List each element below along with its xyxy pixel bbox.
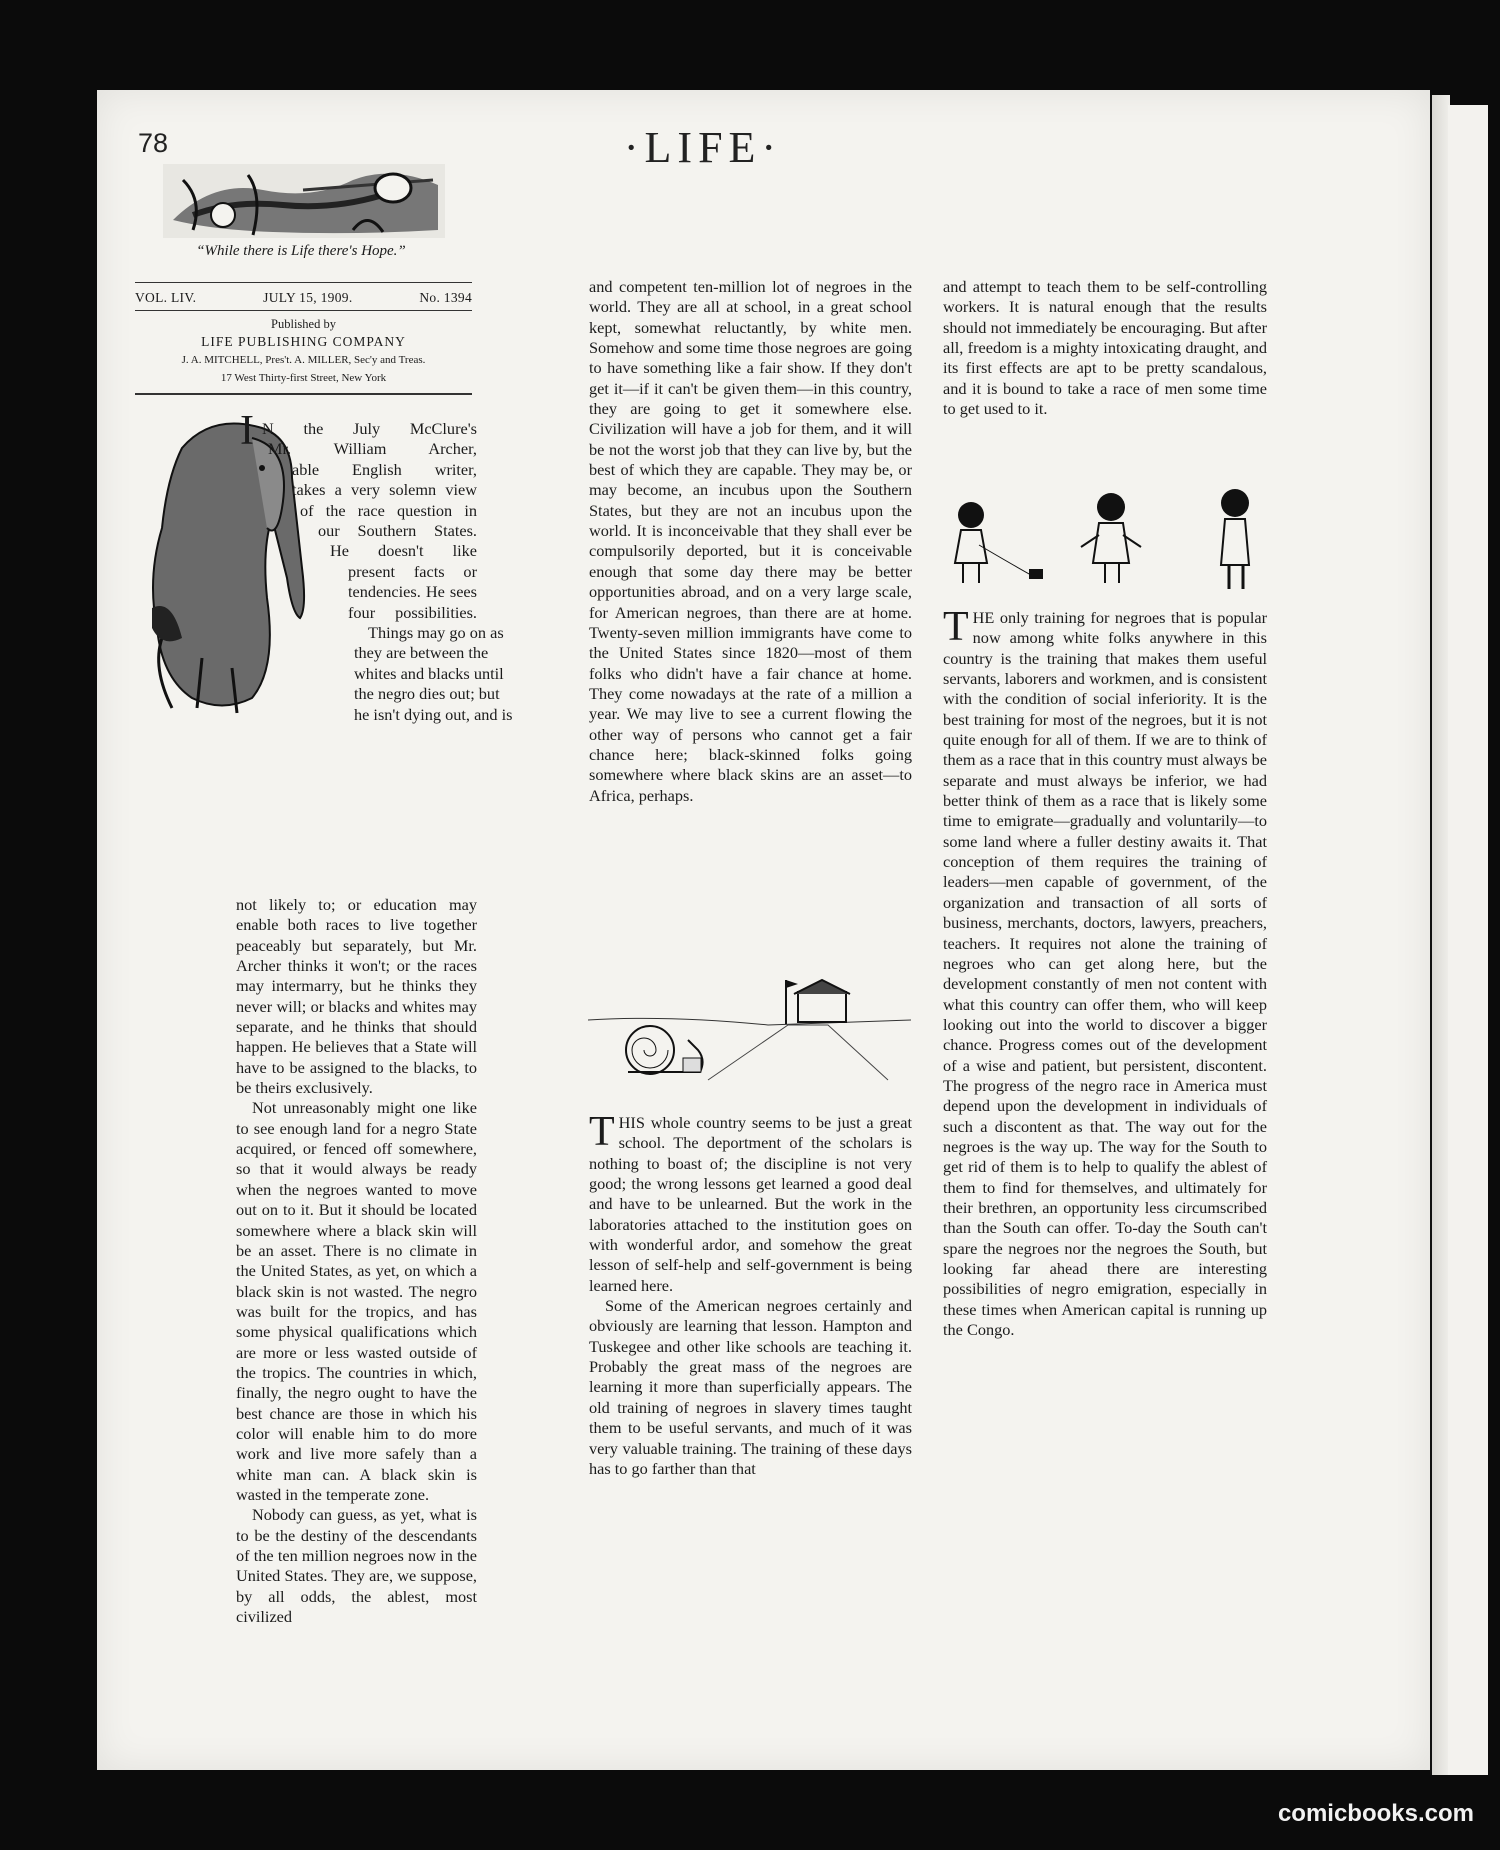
col1-float-line: four possibilities.	[348, 602, 477, 622]
column-3-bottom	[943, 604, 1267, 1340]
rule-top	[135, 282, 472, 283]
life-logo-illustration	[153, 160, 450, 242]
issue-line	[135, 290, 472, 306]
drop-cap-i: I	[240, 408, 254, 454]
col1-para-1-rest: not likely to; or education may enable both races to live together peaceably but separately, but Mr. Archer thinks it won't; or the races may intermarry, but he thinks they never will; or blacks and whites may separate, and he thinks that should happen. He believes that a State will have to be assigned to the blacks, to be theirs exclusively.	[236, 895, 477, 1098]
col3-para-1: and attempt to teach them to be self-controlling workers. It is natural enough that the results should not immediately be encouraging. But after all, freedom is a mighty intoxicating draught, and its first effects are apt to be pretty scandalous, and it is bound to take a race of men some time to get used to it.	[943, 277, 1267, 419]
col1-float-line: of the race question in	[300, 500, 477, 520]
col1-float-line: able English writer,	[292, 459, 477, 479]
issue-volume: VOL. LIV.	[135, 290, 197, 305]
col2-para-3: Some of the American negroes certainly and obviously are learning that lesson. Hampton and Tuskegee and other like schools are teaching it. Probably the great mass of the negroes are learning it more than superficially appears. The old training of negroes in slavery times taught them to be useful servants, and much of it was very valuable training. The training of these days has to go farther than that	[589, 1296, 912, 1478]
child-figure-2	[1081, 493, 1141, 583]
col1-float-line: our Southern States.	[318, 521, 477, 540]
snail-schoolhouse-illustration	[588, 980, 911, 1092]
col1-float-line: Mr. William Archer,	[268, 439, 477, 459]
publisher-address: 17 West Thirty-first Street, New York	[220, 372, 387, 384]
publisher-name: LIFE PUBLISHING COMPANY	[201, 334, 406, 349]
issue-date: JULY 15, 1909.	[263, 290, 353, 305]
col1-float-line: tendencies. He sees	[348, 582, 477, 602]
column-3-top	[943, 277, 1267, 419]
column-2-top	[589, 277, 912, 806]
col1-float-line: present facts or	[348, 561, 477, 581]
page-gutter	[1430, 95, 1450, 1775]
col1-float-line: he isn't dying out, and is	[354, 704, 513, 724]
publisher-officers: J. A. MITCHELL, Pres't. A. MILLER, Sec'y and Treas.	[181, 354, 426, 366]
col1-float-line: N the July McClure's	[262, 419, 477, 438]
col1-para-3: Nobody can guess, as yet, what is to be the destiny of the descendants of the ten million negroes now in the United States. They are, we suppose, by all odds, the ablest, most civilized	[236, 1505, 477, 1627]
children-illustration	[943, 485, 1267, 605]
child-figure-1	[955, 502, 1043, 583]
publisher-by: Published by	[271, 317, 336, 331]
col2-para-1: and competent ten-million lot of negroes in the world. They are all at school, in a great school kept, somewhat reluctantly, by white men. Somehow and some time those negroes are going to have something like a fair show. If they don't get it—if it can't be given them—in this country, they are going to get it somewhere else. Civilization will have a job for them, and it will be not the worst job that they can live by, but the best of which they are capable. They may be, or may become, an incubus upon the Southern States, but they are not an incubus upon the world. It is inconceivable that they shall ever be compulsorily deported, but it is conceivable enough that some day there may be better opportunities abroad, and on a very large scale, for American negroes, than there are at home. Twenty-seven million immigrants have come to the United States since 1820—most of them folks who didn't have a fair chance at home. They come nowadays at the rate of a million a year. We may live to see a current flowing the other way of persons who cannot get a fair chance here; black-skinned folks going somewhere where black skins are an asset—to Africa, perhaps.	[589, 277, 912, 805]
watermark: comicbooks.com	[1277, 1800, 1474, 1827]
masthead-motto: “While there is Life there's Hope.”	[196, 243, 406, 259]
masthead-title: ·LIFE·	[623, 123, 783, 172]
page-number: 78	[138, 128, 169, 158]
col1-float-line: whites and blacks until	[354, 663, 504, 683]
drop-cap-t-col3: T	[943, 604, 969, 650]
col1-float-line: the negro dies out; but	[354, 684, 500, 704]
col1-float-line: takes a very solemn view	[292, 480, 477, 500]
issue-number: No. 1394	[419, 290, 472, 305]
column-1-body	[236, 895, 477, 1627]
col1-para-2: Not unreasonably might one like to see enough land for a negro State acquired, or fenced off somewhere, so that it would always be ready when the negroes wanted to move out on to it. But it should be located somewhere where a black skin will be an asset. There is no climate in the United States, as yet, on which a black skin is not wasted. The negro was built for the tropics, and has some physical qualifications which are more or less wasted outside of the tropics. The countries in which, finally, the negro ought to have the best chance are those in which his color will enable him to do more work and live more safely than a white man can. A black skin is wasted in the temperate zone.	[236, 1098, 477, 1504]
col1-float-line: Things may go on as	[368, 623, 504, 642]
col2-para-2: HIS whole country seems to be just a great school. The deportment of the scholars is nothing to boast of; the discipline is not very good; the wrong lessons get learned a good deal and have to be unlearned. But the work in the laboratories attached to the institution goes on with wonderful ardor, and somehow the great lesson of self-help and self-government is being learned here.	[589, 1113, 912, 1295]
next-page-edge	[1448, 105, 1488, 1775]
col1-float-line: they are between the	[354, 643, 489, 663]
col3-para-2: HE only training for negroes that is popular now among white folks anywhere in this country is the training that makes them useful servants, laborers and workmen, and is consistent with the condition of social inferiority. It is the best training for most of the negroes, but it is not quite enough for all of them. If we are to think of them as a race that in this country must always be separate and must always be inferior, we had better think of them as a race that is likely some time to emigrate—gradually and voluntarily—to some land where a fuller destiny awaits it. That conception of them requires the training of leaders—men capable of government, of the organization and transaction of all sorts of business, merchants, doctors, lawyers, preachers, teachers. It requires not alone the training of negroes who can get along here, but the development constantly of men not content with what this country can offer them, who will keep looking out into the world to discover a bigger chance. Progress comes out of the development of a wise and patient, but persistent, discontent. The progress of the negro race in America must depend upon the development in individuals of such a discontent as that. The way out for the negroes is the way up. The way for the South to get rid of them is to help to qualify the ablest of them to find for themselves, and ultimately for their brethren, an opportunity less circumscribed than the South can offer. To-day the South can't spare the negroes nor the negroes the South, but looking far ahead there are interesting possibilities of negro emigration, especially in these times when American capital is running up the Congo.	[943, 608, 1267, 1340]
column-2-bottom	[589, 1109, 912, 1479]
col1-float-line: He doesn't like	[330, 541, 477, 561]
page-fold-line	[1430, 95, 1432, 1775]
publisher-block	[135, 315, 472, 387]
rule-mid	[135, 310, 472, 311]
child-figure-3	[1221, 489, 1249, 589]
drop-cap-t-col2: T	[589, 1109, 615, 1155]
rule-bottom	[135, 393, 472, 395]
